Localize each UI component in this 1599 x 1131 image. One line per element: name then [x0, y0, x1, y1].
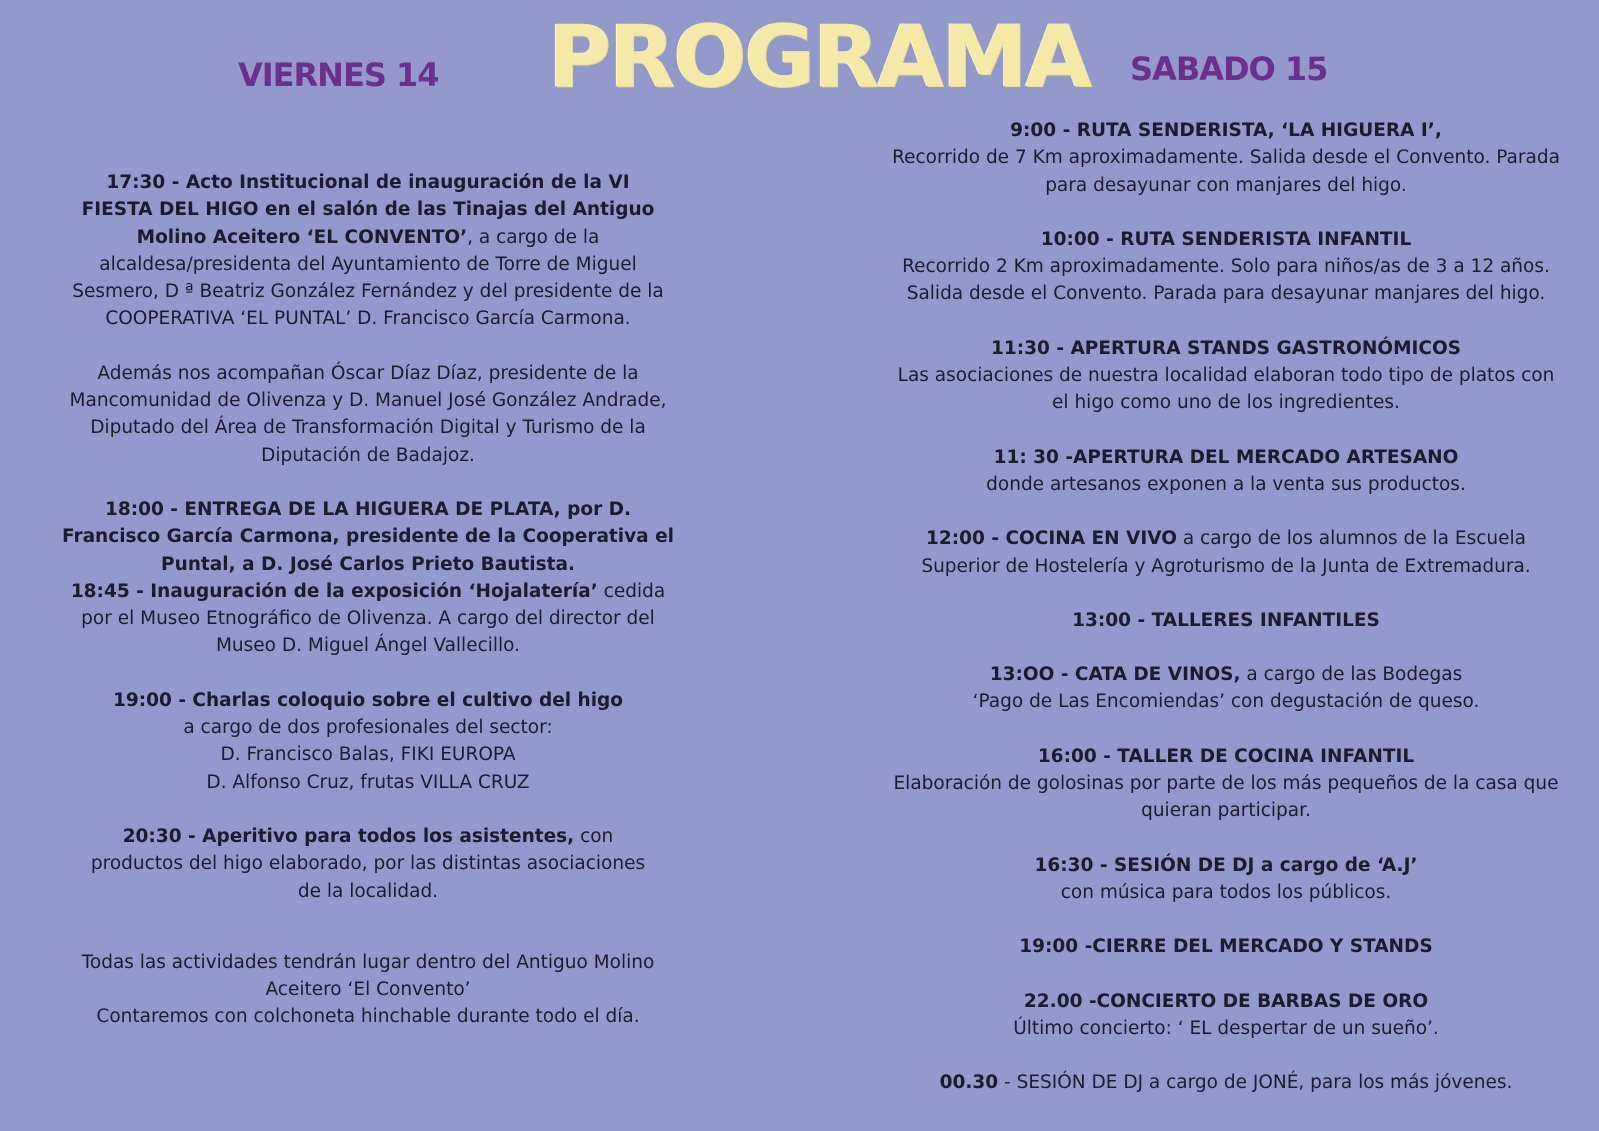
event-description: Las asociaciones de nuestra localidad elaboran todo tipo de platos con el higo como uno de los ingredientes.: [897, 365, 1555, 414]
event-description: a cargo de las Bodegas ‘Pago de Las Encomiendas’ con degustación de queso.: [972, 664, 1480, 713]
event-description: donde artesanos exponen a la venta sus productos.: [986, 473, 1466, 495]
event-time-title: 16:30 - SESIÓN DE DJ a cargo de ‘A.J’: [1034, 854, 1418, 876]
event-time-title: 19:00 -CIERRE DEL MERCADO Y STANDS: [1019, 936, 1433, 958]
event-food-stands: [890, 335, 1562, 417]
event-time-title: 17:30 - Acto Institucional de inauguración de la VI FIESTA DEL HIGO en el salón de las Tinajas del Antiguo Molino Aceitero ‘EL CONVENTO’: [81, 172, 655, 248]
saturday-schedule: [890, 117, 1562, 1096]
event-description: Recorrido de 7 Km aproximadamente. Salida desde el Convento. Parada para desayunar con manjares del higo.: [892, 147, 1560, 196]
event-time-title: 10:00 - RUTA SENDERISTA INFANTIL: [1040, 228, 1412, 250]
event-time-title: 00.30: [939, 1072, 999, 1094]
event-dj-aj: [890, 852, 1562, 907]
event-higuera-award: [58, 496, 678, 578]
event-dj-jone: [890, 1069, 1562, 1096]
program-title: PROGRAMA: [548, 7, 1090, 107]
event-hiking-route: [890, 117, 1562, 199]
event-description: con productos del higo elaborado, por las distintas asociaciones de la localidad.: [90, 825, 646, 902]
day-saturday-heading: SABADO 15: [1130, 50, 1328, 88]
event-description: , a cargo de la alcaldesa/presidenta del Ayuntamiento de Torre de Miguel Sesmero, D ª Beatriz González Fernández y del presidente de la COOPERATIVA ‘EL PUNTAL’ D. Francisco García Carmona.: [72, 226, 664, 330]
event-description: cedida por el Museo Etnográfico de Olivenza. A cargo del director del Museo D. Miguel Ángel Vallecillo.: [81, 580, 666, 657]
event-craft-market: [890, 444, 1562, 499]
event-live-cooking: [890, 525, 1562, 580]
event-exhibition: [58, 578, 678, 660]
event-inauguration: [58, 169, 678, 333]
event-time-title: 13:OO - CATA DE VINOS,: [989, 664, 1241, 686]
event-time-title: 18:45 - Inauguración de la exposición ‘Hojalatería’: [70, 580, 598, 602]
event-kids-cooking: [890, 743, 1562, 825]
event-aperitif: [58, 823, 678, 905]
event-talks: [58, 687, 678, 796]
event-description: Además nos acompañan Óscar Díaz Díaz, presidente de la Mancomunidad de Olivenza y D. Manuel José González Andrade, Diputado del Área de Transformación Digital y Turismo de la Diputación de Badajoz.: [69, 362, 667, 466]
event-description: con música para todos los públicos.: [1060, 881, 1392, 903]
event-kids-workshops: [890, 607, 1562, 634]
event-time-title: 11:30 - APERTURA STANDS GASTRONÓMICOS: [991, 337, 1461, 359]
event-description: a cargo de los alumnos de la Escuela Superior de Hostelería y Agroturismo de la Junta de Extremadura.: [921, 528, 1531, 577]
event-description: - SESIÓN DE DJ a cargo de JONÉ, para los más jóvenes.: [998, 1072, 1513, 1094]
event-description: Elaboración de golosinas por parte de los más pequeños de la casa que quieran participar.: [893, 773, 1559, 822]
event-notes: [58, 949, 678, 1031]
event-time-title: 11: 30 -APERTURA DEL MERCADO ARTESANO: [993, 446, 1459, 468]
event-description: a cargo de dos profesionales del sector:: [183, 717, 553, 739]
event-kids-hiking: [890, 226, 1562, 308]
event-time-title: 12:00 - COCINA EN VIVO: [926, 528, 1177, 550]
event-time-title: 19:00 - Charlas coloquio sobre el cultivo del higo: [112, 689, 624, 711]
event-time-title: 9:00 - RUTA SENDERISTA, ‘LA HIGUERA I’,: [1010, 120, 1442, 141]
event-time-title: 13:00 - TALLERES INFANTILES: [1072, 609, 1380, 631]
event-description: Recorrido 2 Km aproximadamente. Solo para niños/as de 3 a 12 años. Salida desde el Convento. Parada para desayunar manjares del higo.: [902, 256, 1550, 305]
event-closing: [890, 933, 1562, 960]
event-concert: [890, 988, 1562, 1043]
event-guests: [58, 360, 678, 469]
friday-schedule: [58, 169, 678, 1031]
event-time-title: 20:30 - Aperitivo para todos los asistentes,: [122, 825, 575, 847]
event-time-title: 18:00 - ENTREGA DE LA HIGUERA DE PLATA, por D. Francisco García Carmona, presidente de la Cooperativa el Puntal, a D. José Carlos Prieto Bautista.: [62, 498, 674, 575]
day-friday-heading: VIERNES 14: [238, 56, 439, 94]
event-time-title: 16:00 - TALLER DE COCINA INFANTIL: [1037, 745, 1415, 767]
event-time-title: 22.00 -CONCIERTO DE BARBAS DE ORO: [1023, 990, 1429, 1012]
speaker-1: D. Francisco Balas, FIKI EUROPA: [220, 744, 516, 766]
speaker-2: D. Alfonso Cruz, frutas VILLA CRUZ: [206, 771, 530, 793]
event-wine-tasting: [890, 661, 1562, 716]
venue-note: Todas las actividades tendrán lugar dentro del Antiguo Molino Aceitero ‘El Convento’: [81, 951, 655, 1001]
bouncy-castle-note: Contaremos con colchoneta hinchable durante todo el día.: [96, 1006, 640, 1028]
event-description: Último concierto: ‘ EL despertar de un sueño’.: [1013, 1017, 1439, 1039]
